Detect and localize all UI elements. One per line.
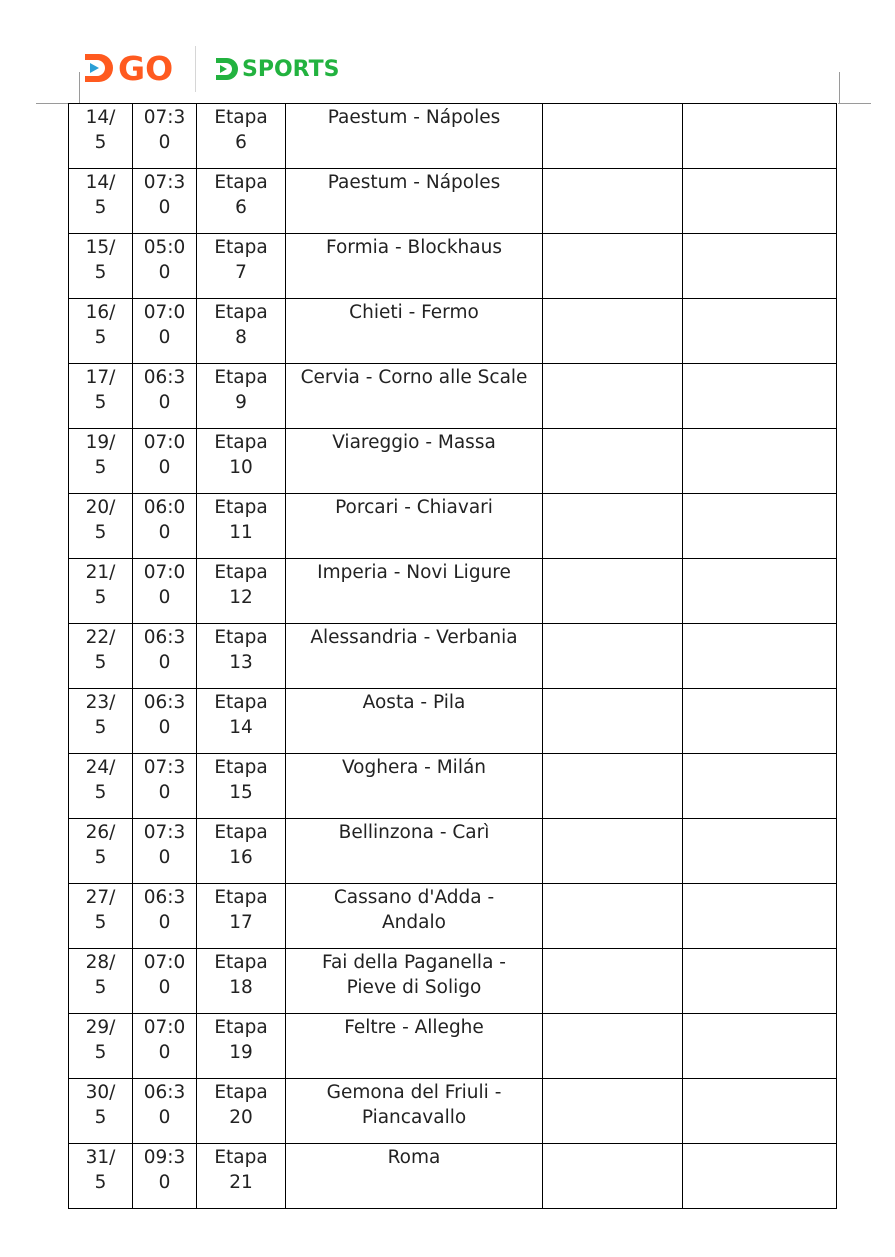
- time-cell-line: 05:0: [143, 237, 186, 258]
- empty-cell: [683, 559, 837, 624]
- time-cell-line: 0: [158, 522, 171, 543]
- date-cell-line: 16/: [85, 302, 116, 323]
- date-cell: [69, 234, 133, 299]
- empty-cell: [543, 884, 683, 949]
- dgo-logo: [82, 50, 173, 86]
- time-cell: [133, 364, 197, 429]
- stage-cell-line: 17: [229, 912, 253, 933]
- stage-cell: [197, 754, 286, 819]
- time-cell-line: 0: [158, 717, 171, 738]
- route-cell: [286, 559, 543, 624]
- stage-cell: [197, 1014, 286, 1079]
- route-cell: [286, 494, 543, 559]
- time-cell-line: 0: [158, 652, 171, 673]
- date-cell-line: 5: [94, 717, 107, 738]
- stage-cell: [197, 819, 286, 884]
- time-cell-line: 0: [158, 262, 171, 283]
- empty-cell: [683, 364, 837, 429]
- table-row: [69, 429, 837, 494]
- crop-mark-right: [839, 72, 840, 103]
- crop-mark-right-horizontal: [838, 103, 871, 104]
- date-cell-line: 19/: [85, 432, 116, 453]
- date-cell-line: 29/: [85, 1017, 116, 1038]
- time-cell-line: 0: [158, 1172, 171, 1193]
- stage-cell-line: Etapa: [214, 367, 268, 388]
- stage-cell: [197, 234, 286, 299]
- empty-cell: [543, 1144, 683, 1209]
- date-cell-line: 5: [94, 457, 107, 478]
- empty-cell: [683, 1014, 837, 1079]
- stage-cell-line: 20: [229, 1107, 253, 1128]
- table-row: [69, 754, 837, 819]
- date-cell: [69, 1014, 133, 1079]
- time-cell: [133, 299, 197, 364]
- date-cell: [69, 559, 133, 624]
- stage-cell-line: 13: [229, 652, 253, 673]
- date-cell-line: 5: [94, 587, 107, 608]
- date-cell-line: 5: [94, 1042, 107, 1063]
- stage-cell-line: 12: [229, 587, 253, 608]
- empty-cell: [543, 234, 683, 299]
- route-cell-line: Chieti - Fermo: [349, 302, 479, 323]
- empty-cell: [683, 494, 837, 559]
- date-cell: [69, 819, 133, 884]
- date-cell-line: 17/: [85, 367, 116, 388]
- date-cell-line: 5: [94, 782, 107, 803]
- route-cell-line: Formia - Blockhaus: [326, 237, 502, 258]
- stage-cell-line: Etapa: [214, 692, 268, 713]
- route-cell: [286, 949, 543, 1014]
- stage-cell: [197, 689, 286, 754]
- date-cell-line: 30/: [85, 1082, 116, 1103]
- empty-cell: [543, 299, 683, 364]
- empty-cell: [543, 559, 683, 624]
- time-cell-line: 07:3: [143, 822, 186, 843]
- time-cell: [133, 1144, 197, 1209]
- route-cell-line: Imperia - Novi Ligure: [317, 562, 511, 583]
- time-cell-line: 0: [158, 977, 171, 998]
- stage-cell-line: Etapa: [214, 822, 268, 843]
- route-cell: [286, 884, 543, 949]
- stage-cell-line: Etapa: [214, 237, 268, 258]
- empty-cell: [543, 429, 683, 494]
- table-row: [69, 494, 837, 559]
- date-cell-line: 5: [94, 522, 107, 543]
- empty-cell: [543, 819, 683, 884]
- time-cell-line: 0: [158, 782, 171, 803]
- date-cell: [69, 104, 133, 169]
- route-cell-line: Paestum - Nápoles: [327, 107, 501, 128]
- time-cell: [133, 559, 197, 624]
- time-cell-line: 07:0: [143, 562, 186, 583]
- stage-cell-line: 15: [229, 782, 253, 803]
- route-cell: [286, 1014, 543, 1079]
- empty-cell: [543, 624, 683, 689]
- date-cell: [69, 494, 133, 559]
- time-cell: [133, 949, 197, 1014]
- stage-cell: [197, 949, 286, 1014]
- stage-cell-line: 10: [229, 457, 253, 478]
- stage-cell: [197, 559, 286, 624]
- date-cell-line: 20/: [85, 497, 116, 518]
- table-row: [69, 949, 837, 1014]
- date-cell-line: 5: [94, 977, 107, 998]
- date-cell-line: 14/: [85, 107, 116, 128]
- date-cell-line: 27/: [85, 887, 116, 908]
- empty-cell: [683, 949, 837, 1014]
- stage-cell-line: 8: [235, 327, 247, 348]
- date-cell-line: 31/: [85, 1147, 116, 1168]
- route-cell-line: Fai della Paganella -: [322, 952, 506, 973]
- time-cell-line: 06:0: [143, 497, 186, 518]
- date-cell: [69, 949, 133, 1014]
- time-cell-line: 0: [158, 327, 171, 348]
- stage-cell-line: 21: [229, 1172, 253, 1193]
- route-cell: [286, 689, 543, 754]
- crop-mark-left: [79, 72, 80, 103]
- stage-cell-line: Etapa: [214, 1017, 268, 1038]
- time-cell-line: 0: [158, 132, 171, 153]
- time-cell: [133, 494, 197, 559]
- time-cell: [133, 234, 197, 299]
- route-cell: [286, 624, 543, 689]
- time-cell: [133, 1079, 197, 1144]
- route-cell-line: Cassano d'Adda -: [333, 887, 495, 908]
- empty-cell: [543, 364, 683, 429]
- stage-cell: [197, 169, 286, 234]
- dsports-logo: [214, 54, 339, 84]
- table-row: [69, 1144, 837, 1209]
- time-cell-line: 06:3: [143, 1082, 186, 1103]
- date-cell: [69, 299, 133, 364]
- empty-cell: [683, 624, 837, 689]
- stage-cell-line: Etapa: [214, 562, 268, 583]
- date-cell: [69, 624, 133, 689]
- time-cell-line: 0: [158, 392, 171, 413]
- route-cell: [286, 169, 543, 234]
- stage-cell-line: 16: [229, 847, 253, 868]
- route-cell-line: Cervia - Corno alle Scale: [300, 367, 528, 388]
- time-cell: [133, 1014, 197, 1079]
- table-row: [69, 1079, 837, 1144]
- time-cell: [133, 624, 197, 689]
- empty-cell: [683, 169, 837, 234]
- empty-cell: [543, 104, 683, 169]
- time-cell-line: 0: [158, 457, 171, 478]
- table-row: [69, 884, 837, 949]
- stage-cell: [197, 299, 286, 364]
- empty-cell: [683, 234, 837, 299]
- stage-cell-line: 18: [229, 977, 253, 998]
- dsports-d-icon: [214, 56, 240, 82]
- empty-cell: [683, 1079, 837, 1144]
- time-cell-line: 0: [158, 1107, 171, 1128]
- table-row: [69, 559, 837, 624]
- empty-cell: [683, 104, 837, 169]
- time-cell: [133, 754, 197, 819]
- stage-cell-line: Etapa: [214, 627, 268, 648]
- stage-cell: [197, 104, 286, 169]
- date-cell-line: 5: [94, 652, 107, 673]
- route-cell-line: Bellinzona - Carì: [338, 822, 490, 843]
- date-cell-line: 22/: [85, 627, 116, 648]
- route-cell: [286, 1144, 543, 1209]
- date-cell: [69, 364, 133, 429]
- empty-cell: [683, 884, 837, 949]
- stage-cell-line: 14: [229, 717, 253, 738]
- route-cell-line: Paestum - Nápoles: [327, 172, 501, 193]
- route-cell-line: Roma: [387, 1147, 441, 1168]
- stage-cell-line: Etapa: [214, 1082, 268, 1103]
- time-cell: [133, 104, 197, 169]
- route-cell: [286, 429, 543, 494]
- empty-cell: [543, 169, 683, 234]
- route-cell-line: Porcari - Chiavari: [335, 497, 493, 518]
- time-cell-line: 07:0: [143, 952, 186, 973]
- empty-cell: [543, 1079, 683, 1144]
- stage-cell-line: 11: [229, 522, 253, 543]
- time-cell-line: 07:0: [143, 432, 186, 453]
- empty-cell: [543, 1014, 683, 1079]
- stage-cell: [197, 1079, 286, 1144]
- empty-cell: [683, 754, 837, 819]
- stage-cell-line: Etapa: [214, 1147, 268, 1168]
- logo-separator: [195, 46, 196, 92]
- time-cell-line: 06:3: [143, 692, 186, 713]
- stage-cell: [197, 1144, 286, 1209]
- route-cell: [286, 754, 543, 819]
- time-cell: [133, 819, 197, 884]
- time-cell-line: 09:3: [143, 1147, 186, 1168]
- time-cell: [133, 169, 197, 234]
- date-cell-line: 15/: [85, 237, 116, 258]
- time-cell: [133, 884, 197, 949]
- time-cell-line: 0: [158, 587, 171, 608]
- page-header: [0, 0, 895, 104]
- date-cell-line: 5: [94, 197, 107, 218]
- route-cell: [286, 1079, 543, 1144]
- stage-cell-line: Etapa: [214, 887, 268, 908]
- stage-cell-line: Etapa: [214, 432, 268, 453]
- date-cell-line: 5: [94, 262, 107, 283]
- stage-cell-line: 6: [235, 197, 247, 218]
- date-cell-line: 26/: [85, 822, 116, 843]
- table-row: [69, 819, 837, 884]
- empty-cell: [543, 494, 683, 559]
- empty-cell: [683, 819, 837, 884]
- table-row: [69, 1014, 837, 1079]
- stage-cell-line: Etapa: [214, 172, 268, 193]
- route-cell: [286, 819, 543, 884]
- table-row: [69, 104, 837, 169]
- date-cell-line: 5: [94, 847, 107, 868]
- table-row: [69, 234, 837, 299]
- stage-cell: [197, 624, 286, 689]
- date-cell-line: 14/: [85, 172, 116, 193]
- time-cell-line: 0: [158, 847, 171, 868]
- stage-cell-line: 19: [229, 1042, 253, 1063]
- stage-cell: [197, 364, 286, 429]
- date-cell-line: 5: [94, 392, 107, 413]
- route-cell-line: Andalo: [382, 912, 446, 933]
- date-cell: [69, 169, 133, 234]
- time-cell-line: 06:3: [143, 367, 186, 388]
- time-cell-line: 0: [158, 912, 171, 933]
- stage-schedule-table: [68, 103, 837, 1209]
- empty-cell: [543, 949, 683, 1014]
- stage-cell-line: Etapa: [214, 497, 268, 518]
- date-cell: [69, 1079, 133, 1144]
- table-row: [69, 299, 837, 364]
- stage-cell: [197, 429, 286, 494]
- stage-cell-line: Etapa: [214, 107, 268, 128]
- time-cell: [133, 689, 197, 754]
- time-cell-line: 0: [158, 1042, 171, 1063]
- date-cell-line: 5: [94, 1107, 107, 1128]
- dsports-logo-text: SPORTS: [242, 56, 340, 82]
- empty-cell: [683, 299, 837, 364]
- date-cell-line: 5: [94, 1172, 107, 1193]
- stage-cell-line: 9: [235, 392, 247, 413]
- date-cell: [69, 689, 133, 754]
- schedule-body: [69, 104, 837, 1209]
- stage-cell-line: 6: [235, 132, 247, 153]
- time-cell-line: 06:3: [143, 627, 186, 648]
- empty-cell: [543, 754, 683, 819]
- time-cell-line: 0: [158, 197, 171, 218]
- time-cell-line: 06:3: [143, 887, 186, 908]
- date-cell: [69, 754, 133, 819]
- stage-cell-line: Etapa: [214, 302, 268, 323]
- dgo-d-icon: [82, 51, 116, 85]
- empty-cell: [683, 689, 837, 754]
- time-cell: [133, 429, 197, 494]
- date-cell-line: 28/: [85, 952, 116, 973]
- empty-cell: [683, 429, 837, 494]
- route-cell-line: Aosta - Pila: [362, 692, 466, 713]
- time-cell-line: 07:0: [143, 302, 186, 323]
- table-row: [69, 364, 837, 429]
- time-cell-line: 07:0: [143, 1017, 186, 1038]
- empty-cell: [543, 689, 683, 754]
- date-cell: [69, 884, 133, 949]
- route-cell-line: Alessandria - Verbania: [310, 627, 518, 648]
- date-cell-line: 5: [94, 912, 107, 933]
- date-cell: [69, 429, 133, 494]
- time-cell-line: 07:3: [143, 172, 186, 193]
- date-cell-line: 5: [94, 327, 107, 348]
- stage-cell-line: Etapa: [214, 952, 268, 973]
- route-cell-line: Feltre - Alleghe: [344, 1017, 484, 1038]
- date-cell-line: 5: [94, 132, 107, 153]
- stage-cell-line: Etapa: [214, 757, 268, 778]
- route-cell: [286, 364, 543, 429]
- route-cell: [286, 299, 543, 364]
- empty-cell: [683, 1144, 837, 1209]
- route-cell-line: Pieve di Soligo: [346, 977, 482, 998]
- date-cell-line: 23/: [85, 692, 116, 713]
- route-cell-line: Viareggio - Massa: [332, 432, 496, 453]
- date-cell-line: 24/: [85, 757, 116, 778]
- crop-mark-left-horizontal: [36, 103, 69, 104]
- table-row: [69, 624, 837, 689]
- stage-cell: [197, 884, 286, 949]
- route-cell-line: Piancavallo: [361, 1107, 467, 1128]
- stage-cell: [197, 494, 286, 559]
- date-cell-line: 21/: [85, 562, 116, 583]
- dgo-logo-text: GO: [118, 48, 174, 88]
- stage-cell-line: 7: [235, 262, 247, 283]
- time-cell-line: 07:3: [143, 107, 186, 128]
- route-cell: [286, 104, 543, 169]
- route-cell: [286, 234, 543, 299]
- route-cell-line: Voghera - Milán: [341, 757, 487, 778]
- time-cell-line: 07:3: [143, 757, 186, 778]
- route-cell-line: Gemona del Friuli -: [326, 1082, 502, 1103]
- date-cell: [69, 1144, 133, 1209]
- table-row: [69, 689, 837, 754]
- table-row: [69, 169, 837, 234]
